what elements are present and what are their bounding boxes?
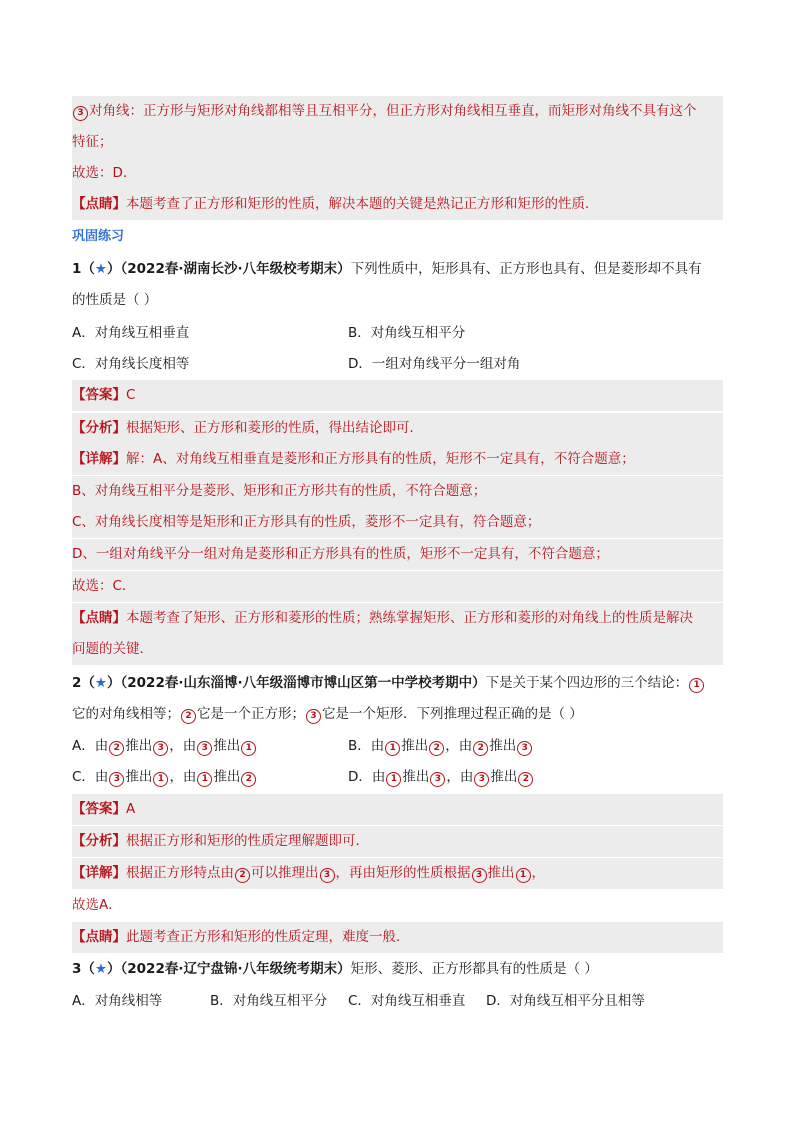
- q3-source: 2022春·辽宁盘锦·八年级统考期末: [127, 961, 338, 977]
- q1-analysis-line: [72, 413, 723, 444]
- circled-number: 3: [474, 772, 489, 787]
- q2-stem-b1: 它的对角线相等；: [72, 706, 180, 722]
- circled-number: 2: [109, 741, 124, 756]
- q1-analysis: 根据矩形、正方形和菱形的性质，得出结论即可．: [126, 420, 423, 436]
- q2-number: 2: [72, 675, 82, 691]
- q1-comment-line2: [72, 634, 723, 665]
- answer-tag: 【答案】: [72, 801, 126, 817]
- circled-number: 3: [306, 709, 321, 724]
- q1-detail-line1: [72, 444, 723, 475]
- circled-number: 1: [385, 741, 400, 756]
- q1-detail-c: C、对角线长度相等是矩形和正方形具有的性质，菱形不一定具有，符合题意；: [72, 514, 541, 530]
- q1-option-c: C．对角线长度相等: [72, 356, 190, 372]
- q1-detail-line2: [72, 476, 723, 507]
- q2-source: 2022春·山东淄博·八年级淄博市博山区第一中学校考期中: [127, 675, 473, 691]
- q2-conclusion-line: [72, 890, 723, 921]
- q1-comment-cont: 问题的关键．: [72, 641, 153, 657]
- circled-number: 2: [473, 741, 488, 756]
- prev-item3-line2: [72, 127, 723, 158]
- q3-option-b: B．对角线互相平分: [210, 993, 328, 1009]
- circled-number: 2: [241, 772, 256, 787]
- q1-options-row1: [72, 318, 723, 349]
- q1-number: 1: [72, 261, 82, 277]
- q2-option-c: C．由 3 推出 1 ，由 1 推出 2: [72, 762, 257, 793]
- star-icon: ★: [94, 261, 108, 277]
- circled-number: 3: [472, 868, 487, 883]
- q1-detail-b: B、对角线互相平分是菱形、矩形和正方形共有的性质，不符合题意；: [72, 483, 487, 499]
- comment-tag: 【点睛】: [72, 610, 126, 626]
- q1-comment-line1: [72, 603, 723, 634]
- prev-item3-line1: [72, 96, 723, 127]
- q2-analysis: 根据正方形和矩形的性质定理解题即可．: [126, 833, 369, 849]
- q1-comment: 本题考查了矩形、正方形和菱形的性质；熟练掌握矩形、正方形和菱形的对角线上的性质是解决: [126, 610, 693, 626]
- q2-stem-line2: [72, 699, 723, 730]
- q1-detail-line4: [72, 539, 723, 570]
- answer-tag: 【答案】: [72, 387, 126, 403]
- circled-number: 3: [153, 741, 168, 756]
- prev-comment-line: [72, 189, 723, 220]
- q1-source: 2022春·湖南长沙·八年级校考期末: [127, 261, 338, 277]
- q2-option-d: D．由 1 推出 3 ，由 3 推出 2: [348, 762, 534, 793]
- q2-comment-line: [72, 922, 723, 953]
- q2-conclusion: 故选A．: [72, 897, 122, 913]
- circled-number: 1: [386, 772, 401, 787]
- q1-conclusion: 故选：C．: [72, 578, 136, 594]
- star-icon: ★: [94, 675, 108, 691]
- circled-number: 2: [518, 772, 533, 787]
- prev-comment-text: 本题考查了正方形和矩形的性质，解决本题的关键是熟记正方形和矩形的性质．: [126, 196, 599, 212]
- prev-item3-text-cont: 特征；: [72, 134, 113, 150]
- q3-option-a: A．对角线相等: [72, 993, 163, 1009]
- q1-answer: C: [126, 387, 136, 403]
- circled-number: 1: [197, 772, 212, 787]
- section-title: 巩固练习: [72, 229, 125, 244]
- prev-answer: 故选：D．: [72, 165, 137, 181]
- q1-stem-cont: 的性质是（ ）: [72, 292, 158, 308]
- q2-answer: A: [126, 801, 136, 817]
- q2-stem-b2: 它是一个正方形；: [197, 706, 305, 722]
- circled-number: 3: [197, 741, 212, 756]
- q2-comment: 此题考查正方形和矩形的性质定理，难度一般．: [126, 929, 410, 945]
- q1-option-b: B．对角线互相平分: [348, 325, 466, 341]
- circled-number: 1: [689, 678, 704, 693]
- circled-number: 2: [235, 868, 250, 883]
- q1-stem: 下列性质中，矩形具有、正方形也具有、但是菱形却不具有: [350, 261, 702, 277]
- q2-option-a: A．由 2 推出 3 ，由 3 推出 1: [72, 731, 257, 762]
- q1-option-a: A．对角线互相垂直: [72, 325, 190, 341]
- q3-stem-line: 3（★）（2022春·辽宁盘锦·八年级统考期末）矩形、菱形、正方形都具有的性质是（ ）: [72, 961, 598, 977]
- circled-number: 3: [109, 772, 124, 787]
- q3-stem: 矩形、菱形、正方形都具有的性质是（ ）: [350, 961, 598, 977]
- q2-detail: 根据正方形特点由 2 可以推理出 3 ，再由矩形的性质根据 3 推出 1 ，: [126, 865, 545, 881]
- q2-stem: 下是关于某个四边形的三个结论：: [485, 675, 689, 691]
- circled-number: 1: [153, 772, 168, 787]
- q2-analysis-line: [72, 826, 723, 857]
- comment-tag: 【点睛】: [72, 929, 126, 945]
- circled-number: 2: [429, 741, 444, 756]
- q2-stem-line1: 2（★）（2022春·山东淄博·八年级淄博市博山区第一中学校考期中）下是关于某个四边形的三个结论： 1: [72, 668, 723, 699]
- q2-stem-b3: 它是一个矩形．下列推理过程正确的是（ ）: [322, 706, 583, 722]
- q1-detail-d: D、一组对角线平分一组对角是菱形和正方形具有的性质，矩形不一定具有，不符合题意；: [72, 546, 609, 562]
- q2-detail-line: [72, 858, 723, 889]
- circled-number: 1: [241, 741, 256, 756]
- q2-options-row1: [72, 731, 723, 762]
- q3-number: 3: [72, 961, 82, 977]
- circled-number: 3: [430, 772, 445, 787]
- q1-detail-a: 解：A、对角线互相垂直是菱形和正方形具有的性质，矩形不一定具有，不符合题意；: [126, 451, 635, 467]
- analysis-tag: 【分析】: [72, 420, 126, 436]
- q3-options-row: [72, 986, 723, 1017]
- prev-answer-line: [72, 158, 723, 189]
- prev-item3-text: 对角线：正方形与矩形对角线都相等且互相平分，但正方形对角线相互垂直，而矩形对角线不具有这个: [89, 103, 697, 119]
- circled-number: 2: [181, 709, 196, 724]
- detail-tag: 【详解】: [72, 865, 126, 881]
- circled-number: 3: [73, 106, 88, 121]
- q2-options-row2: [72, 762, 723, 793]
- q3-option-d: D．对角线互相平分且相等: [486, 993, 645, 1009]
- q2-answer-line: [72, 794, 723, 825]
- q1-answer-line: [72, 380, 723, 411]
- analysis-tag: 【分析】: [72, 833, 126, 849]
- q3-option-c: C．对角线互相垂直: [348, 993, 466, 1009]
- comment-tag: 【点睛】: [72, 196, 126, 212]
- circled-number: 3: [517, 741, 532, 756]
- q1-option-d: D．一组对角线平分一组对角: [348, 356, 521, 372]
- section-title-line: [72, 222, 723, 250]
- q1-detail-line3: [72, 507, 723, 538]
- q1-stem-line1: 1（★）（2022春·湖南长沙·八年级校考期末）下列性质中，矩形具有、正方形也具有、但是菱形却不具有: [72, 261, 702, 277]
- detail-tag: 【详解】: [72, 451, 126, 467]
- circled-number: 3: [320, 868, 335, 883]
- q1-options-row2: [72, 349, 723, 380]
- q2-option-b: B．由 1 推出 2 ，由 2 推出 3: [348, 731, 533, 762]
- q1-conclusion-line: [72, 571, 723, 602]
- star-icon: ★: [94, 961, 108, 977]
- q1-stem-line2: [72, 285, 723, 316]
- circled-number: 1: [516, 868, 531, 883]
